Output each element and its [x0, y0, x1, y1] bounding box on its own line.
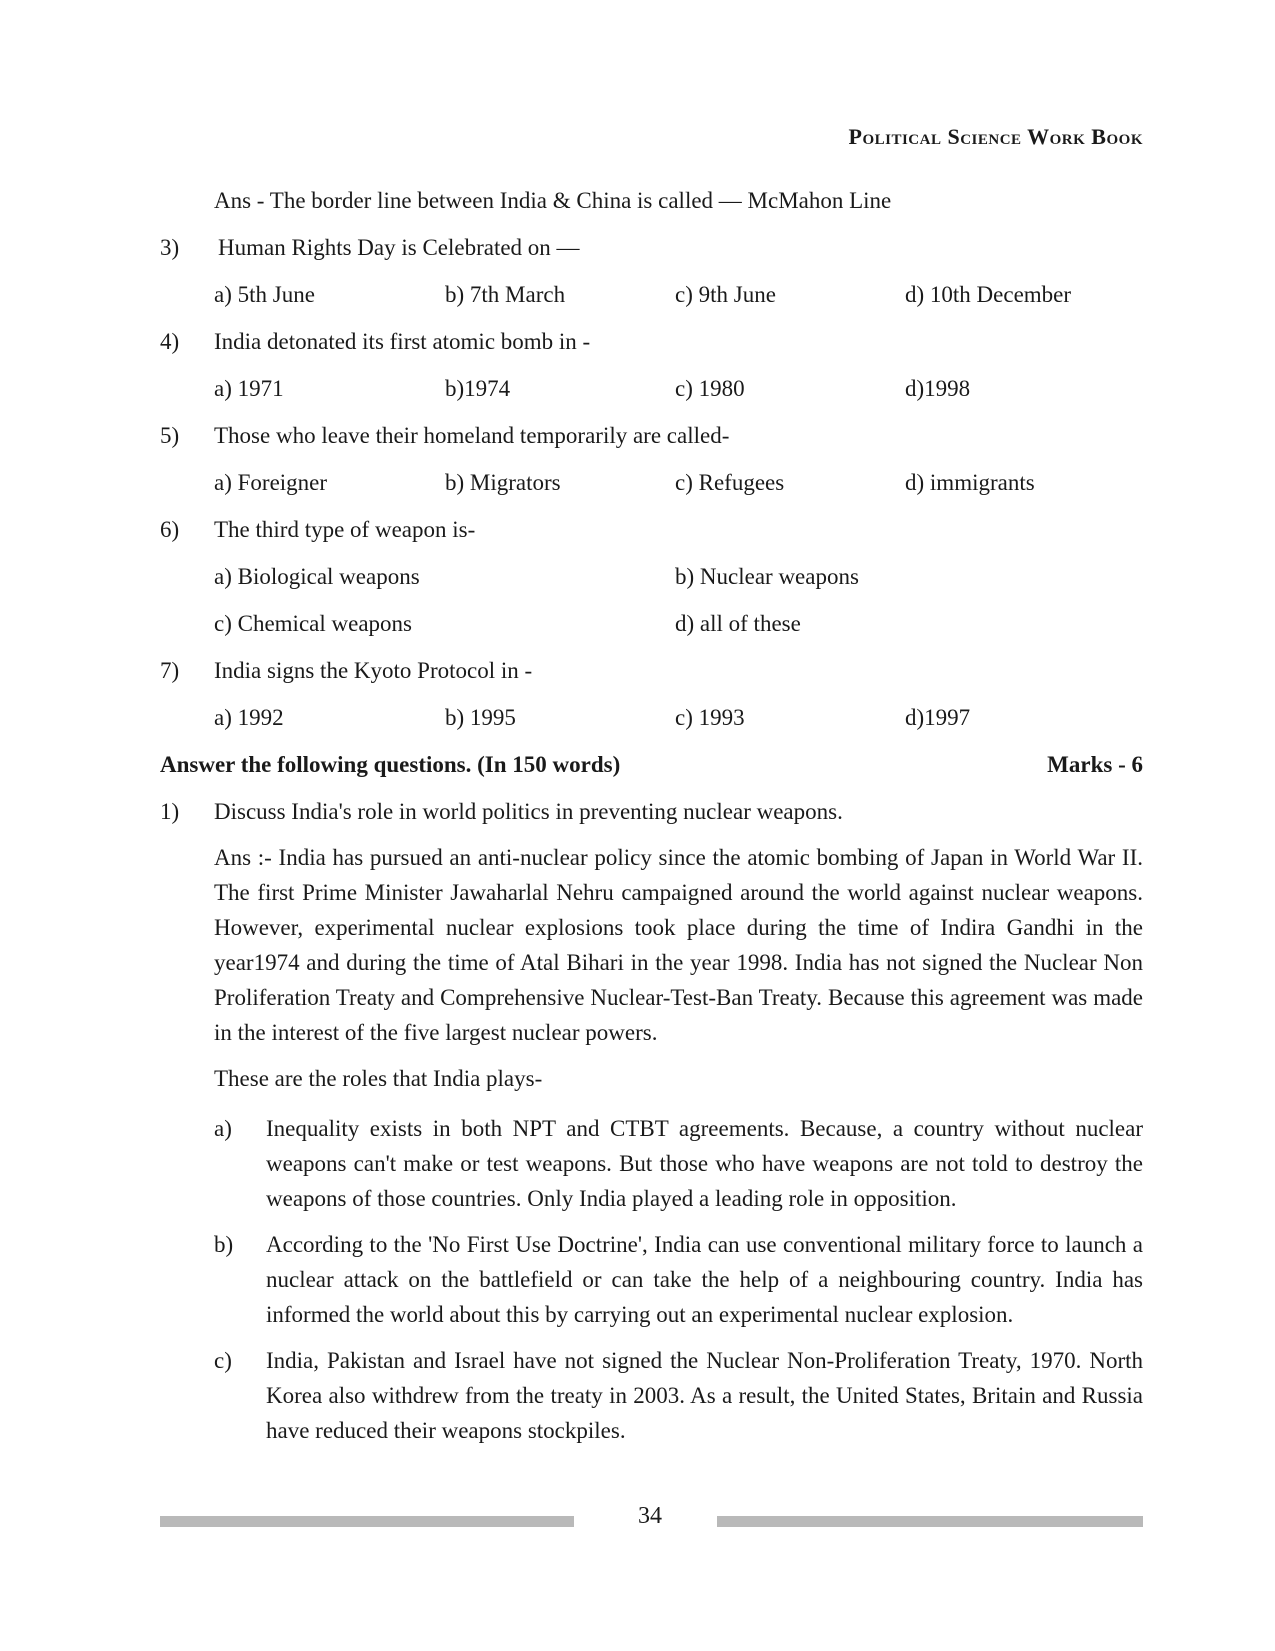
option-d: d)1997	[905, 705, 971, 730]
page-number: 34	[638, 1503, 662, 1529]
answer-paragraph: Ans :- India has pursued an anti-nuclear policy since the atomic bombing of Japan in World War II. The first Prime Minister Jawaharlal Nehru campaigned around the world against nuclear weapons. However, experimental nuclear explosions took place during the time of Indira Gandhi in the year1974 and during the time of Atal Bihari in the year 1998. India has not signed the Nuclear Non Proliferation Treaty and Comprehensive Nuclear-Test-Ban Treaty. Because this agreement was made in the interest of the five largest nuclear powers.	[214, 845, 1143, 1045]
role-text: India, Pakistan and Israel have not signed the Nuclear Non-Proliferation Treaty, 1970. North Korea also withdrew from the treaty in 2003. As a result, the United States, Britain and Russia have reduced their weapons stockpiles.	[266, 1348, 1143, 1443]
option-b: b) 7th March	[445, 282, 566, 307]
role-text: According to the 'No First Use Doctrine', India can use conventional military force to launch a nuclear attack on the battlefield or can take the help of a neighbouring country. India has informed the world about this by carrying out an experimental nuclear explosion.	[266, 1232, 1143, 1327]
question-text: Human Rights Day is Celebrated on —	[218, 235, 580, 260]
role-text: Inequality exists in both NPT and CTBT agreements. Because, a country without nuclear weapons can't make or test weapons. But those who have weapons are not told to destroy the weapons of those countries. Only India played a leading role in opposition.	[266, 1116, 1143, 1211]
option-c: c) Refugees	[675, 470, 785, 495]
question-number: 7)	[160, 658, 180, 683]
role-label: c)	[214, 1348, 232, 1373]
option-d: d) immigrants	[905, 470, 1035, 495]
question-number: 1)	[160, 799, 180, 824]
option-b: b) Nuclear weapons	[675, 564, 859, 589]
question-number: 4)	[160, 329, 180, 354]
option-d: d)1998	[905, 376, 971, 401]
role-label: a)	[214, 1116, 232, 1141]
option-b: b)1974	[445, 376, 511, 401]
question-text: Discuss India's role in world politics in preventing nuclear weapons.	[214, 799, 843, 824]
question-number: 6)	[160, 517, 180, 542]
section-heading	[160, 751, 1143, 779]
section-title: Answer the following questions. (In 150 words)	[160, 752, 621, 777]
question-number: 5)	[160, 423, 180, 448]
option-d: d) all of these	[675, 611, 801, 636]
option-c: c) 1980	[675, 376, 745, 401]
question-text: India signs the Kyoto Protocol in -	[214, 658, 533, 683]
footer-rule-right	[717, 1516, 1143, 1527]
previous-answer: Ans - The border line between India & China is called — McMahon Line	[214, 188, 892, 213]
footer-rule-left	[160, 1516, 574, 1527]
option-a: a) Biological weapons	[214, 564, 420, 589]
running-header: Political Science Work Book	[848, 124, 1143, 149]
section-marks: Marks - 6	[1047, 752, 1143, 777]
option-a: a) 1971	[214, 376, 284, 401]
role-label: b)	[214, 1232, 234, 1257]
question-text: Those who leave their homeland temporarily are called-	[214, 423, 730, 448]
option-d: d) 10th December	[905, 282, 1072, 307]
option-a: a) 1992	[214, 705, 284, 730]
option-c: c) 9th June	[675, 282, 776, 307]
option-c: c) Chemical weapons	[214, 611, 412, 636]
question-text: The third type of weapon is-	[214, 517, 476, 542]
option-a: a) 5th June	[214, 282, 315, 307]
question-number: 3)	[160, 235, 180, 260]
option-b: b) 1995	[445, 705, 516, 730]
option-a: a) Foreigner	[214, 470, 328, 495]
question-text: India detonated its first atomic bomb in -	[214, 329, 591, 354]
option-c: c) 1993	[675, 705, 745, 730]
option-b: b) Migrators	[445, 470, 561, 495]
roles-intro: These are the roles that India plays-	[214, 1066, 543, 1091]
